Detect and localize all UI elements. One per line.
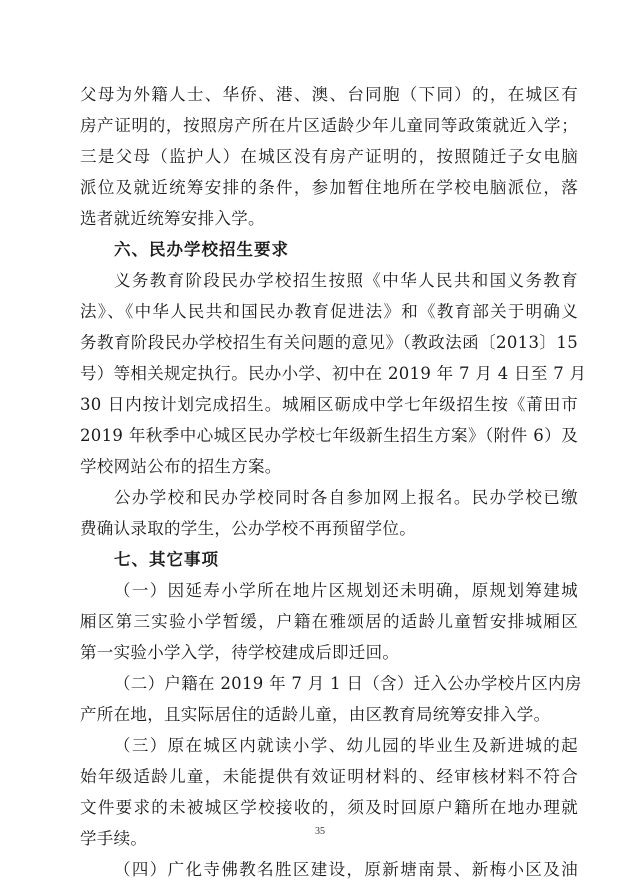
section-heading [80,544,578,575]
paragraph [80,79,578,234]
paragraph [80,482,578,544]
text-line: 号）等相关规定执行。民办小学、初中在 2019 年 7 月 4 日至 7 月 [80,364,587,383]
text-line: 务教育阶段民办学校招生有关问题的意见》（教政法函〔2013〕15 [80,333,578,352]
section-heading [80,234,578,265]
text-line: 房产证明的，按照房产所在片区适龄少年儿童同等政策就近入学； [80,116,578,135]
text-line: 30 日内按计划完成招生。城厢区砺成中学七年级招生按《莆田市 [80,395,578,414]
text-line: （四）广化寺佛教名胜区建设，原新塘南景、新梅小区及油 [114,860,578,879]
text-line: 厢区第三实验小学暂缓，户籍在雅颂居的适龄儿童暂安排城厢区 [80,612,578,631]
heading-text: 七、其它事项 [114,550,219,569]
text-line: 费确认录取的学生，公办学校不再预留学位。 [80,519,416,538]
text-line: 法》、《中华人民共和国民办教育促进法》和《教育部关于明确义 [80,302,578,321]
text-line: 学校网站公布的招生方案。 [80,457,282,476]
text-line: （一）因延寿小学所在地片区规划还未明确，原规划筹建城 [114,581,578,600]
text-line: 父母为外籍人士、华侨、港、澳、台同胞（下同）的，在城区有 [80,85,578,104]
text-line: （二）户籍在 2019 年 7 月 1 日（含）迁入公办学校片区内房 [114,674,582,693]
text-line: 公办学校和民办学校同时各自参加网上报名。民办学校已缴 [114,488,578,507]
text-line: （三）原在城区内就读小学、幼儿园的毕业生及新进城的起 [114,736,578,755]
text-line: 2019 年秋季中心城区民办学校七年级新生招生方案》（附件 6）及 [80,426,578,445]
paragraph [80,575,578,668]
paragraph [80,265,587,482]
scan-edge-marks [472,862,632,868]
text-line: 派位及就近统筹安排的条件，参加暂住地所在学校电脑派位，落 [80,178,578,197]
text-line: 第一实验小学入学，待学校建成后即迁回。 [80,643,400,662]
text-line: 三是父母（监护人）在城区没有房产证明的，按照随迁子女电脑 [80,147,578,166]
text-line: 文件要求的未被城区学校接收的，须及时回原户籍所在地办理就 [80,798,578,817]
text-line: 产所在地，且实际居住的适龄儿童，由区教育局统筹安排入学。 [80,705,551,724]
text-line: 选者就近统筹安排入学。 [80,209,265,228]
document-body [80,79,587,885]
text-line: 学手续。 [80,829,148,848]
page-number: 35 [315,826,325,837]
paragraph [80,668,582,730]
text-line: 始年级适龄儿童，未能提供有效证明材料的、经审核材料不符合 [80,767,578,786]
heading-text: 六、民办学校招生要求 [114,240,289,259]
text-line: 义务教育阶段民办学校招生按照《中华人民共和国义务教育 [114,271,578,290]
